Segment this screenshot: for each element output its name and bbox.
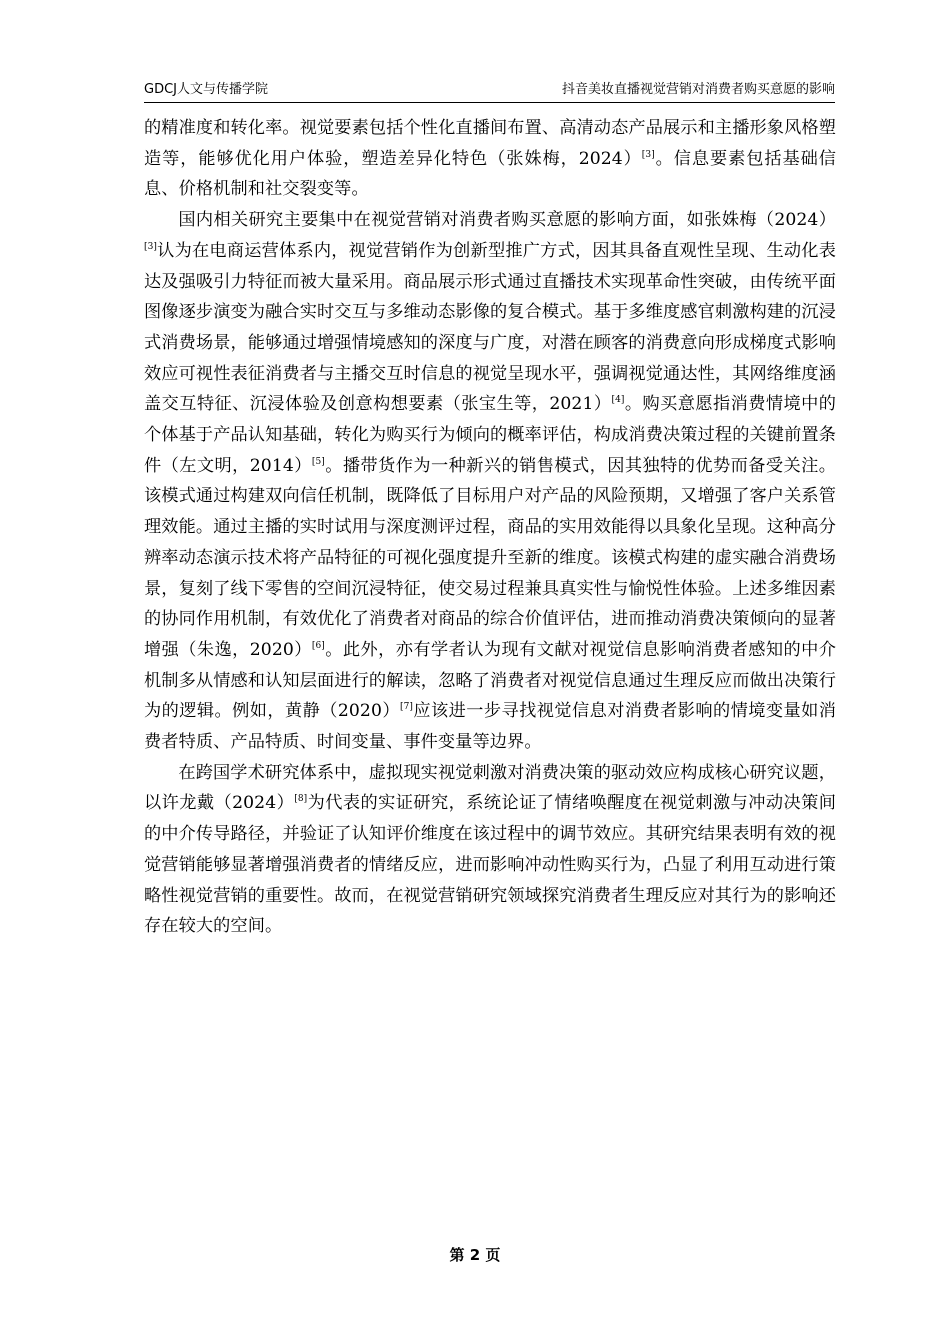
citation-4: [4] (611, 395, 625, 406)
citation-8: [8] (294, 794, 308, 805)
citation-3: [3] (641, 149, 655, 160)
citation-5: [5] (311, 456, 325, 467)
text-run: 在跨国学术研究体系中，虚拟现实视觉刺激对消费决策的驱动效应构成核心研究议题，以许龙戴（2024） (144, 762, 836, 814)
paragraph-2 (144, 205, 836, 758)
text-run: 。播带货作为一种新兴的销售模式，因其独特的优势而备受关注。该模式通过构建双向信任机制，既降低了目标用户对产品的风险预期，又增强了客户关系管理效能。通过主播的实时试用与深度测评过程，商品的实用效能得以具象化呈现。这种高分辨率动态演示技术将产品特征的可视化强度提升至新的维度。该模式构建的虚实融合消费场景，复刻了线下零售的空间沉浸特征，使交易过程兼具真实性与愉悦性体验。上述多维因素的协同作用机制，有效优化了消费者对商品的综合价值评估，进而推动消费决策倾向的显著增强（朱逸，2020） (144, 455, 836, 660)
citation-3: [3] (144, 241, 158, 252)
text-run: 。购买意愿指消费情境中的个体基于产品认知基础，转化为购买行为倾向的概率评估，构成消费决策过程的关键前置条件（左文明，2014） (144, 394, 837, 476)
text-run: 。信息要素包括基础信息、价格机制和社交裂变等。 (144, 148, 836, 200)
body-text (144, 113, 836, 942)
citation-7: [7] (399, 702, 414, 713)
header-rule (144, 102, 835, 103)
header-thesis-title: 抖音美妆直播视觉营销对消费者购买意愿的影响 (561, 82, 835, 97)
header-institution: GDCJ人文与传播学院 (144, 82, 268, 97)
text-run: 认为在电商运营体系内，视觉营销作为创新型推广方式，因其具备直观性呈现、生动化表达及强吸引力特征而被大量采用。商品展示形式通过直播技术实现革命性突破，由传统平面图像逐步演变为融合实时交互与多维动态影像的复合模式。基于多维度感官刺激构建的沉浸式消费场景，能够通过增强情境感知的深度与广度，对潜在顾客的消费意向形成梯度式影响效应可视性表征消费者与主播交互时信息的视觉呈现水平，强调视觉通达性，其网络维度涵盖交互特征、沉浸体验及创意构想要素（张宝生等，2021） (144, 240, 836, 415)
text-run: 。此外，亦有学者认为现有文献对视觉信息影响消费者感知的中介机制多从情感和认知层面进行的解读，忽略了消费者对视觉信息通过生理反应而做出决策行为的逻辑。例如，黄静（2020） (144, 639, 836, 722)
text-run: 为代表的实证研究，系统论证了情绪唤醒度在视觉刺激与冲动决策间的中介传导路径，并验证了认知评价维度在该过程中的调节效应。其研究结果表明有效的视觉营销能够显著增强消费者的情绪反应，进而影响冲动性购买行为，凸显了利用互动进行策略性视觉营销的重要性。故而，在视觉营销研究领域探究消费者生理反应对其行为的影响还存在较大的空间。 (144, 793, 836, 937)
page-number: 第 2 页 (449, 1246, 501, 1264)
citation-6: [6] (311, 640, 325, 651)
running-header (144, 78, 835, 100)
paragraph-1 (144, 113, 836, 205)
paragraph-3 (144, 758, 836, 942)
text-run: 的精准度和转化率。视觉要素包括个性化直播间布置、高清动态产品展示和主播形象风格塑造等，能够优化用户体验，塑造差异化特色（张姝梅，2024） (144, 118, 836, 169)
text-run: 国内相关研究主要集中在视觉营销对消费者购买意愿的影响方面，如张姝梅（2024） (178, 210, 836, 231)
text-run: 应该进一步寻找视觉信息对消费者影响的情境变量如消费者特质、产品特质、时间变量、事件变量等边界。 (144, 701, 837, 753)
